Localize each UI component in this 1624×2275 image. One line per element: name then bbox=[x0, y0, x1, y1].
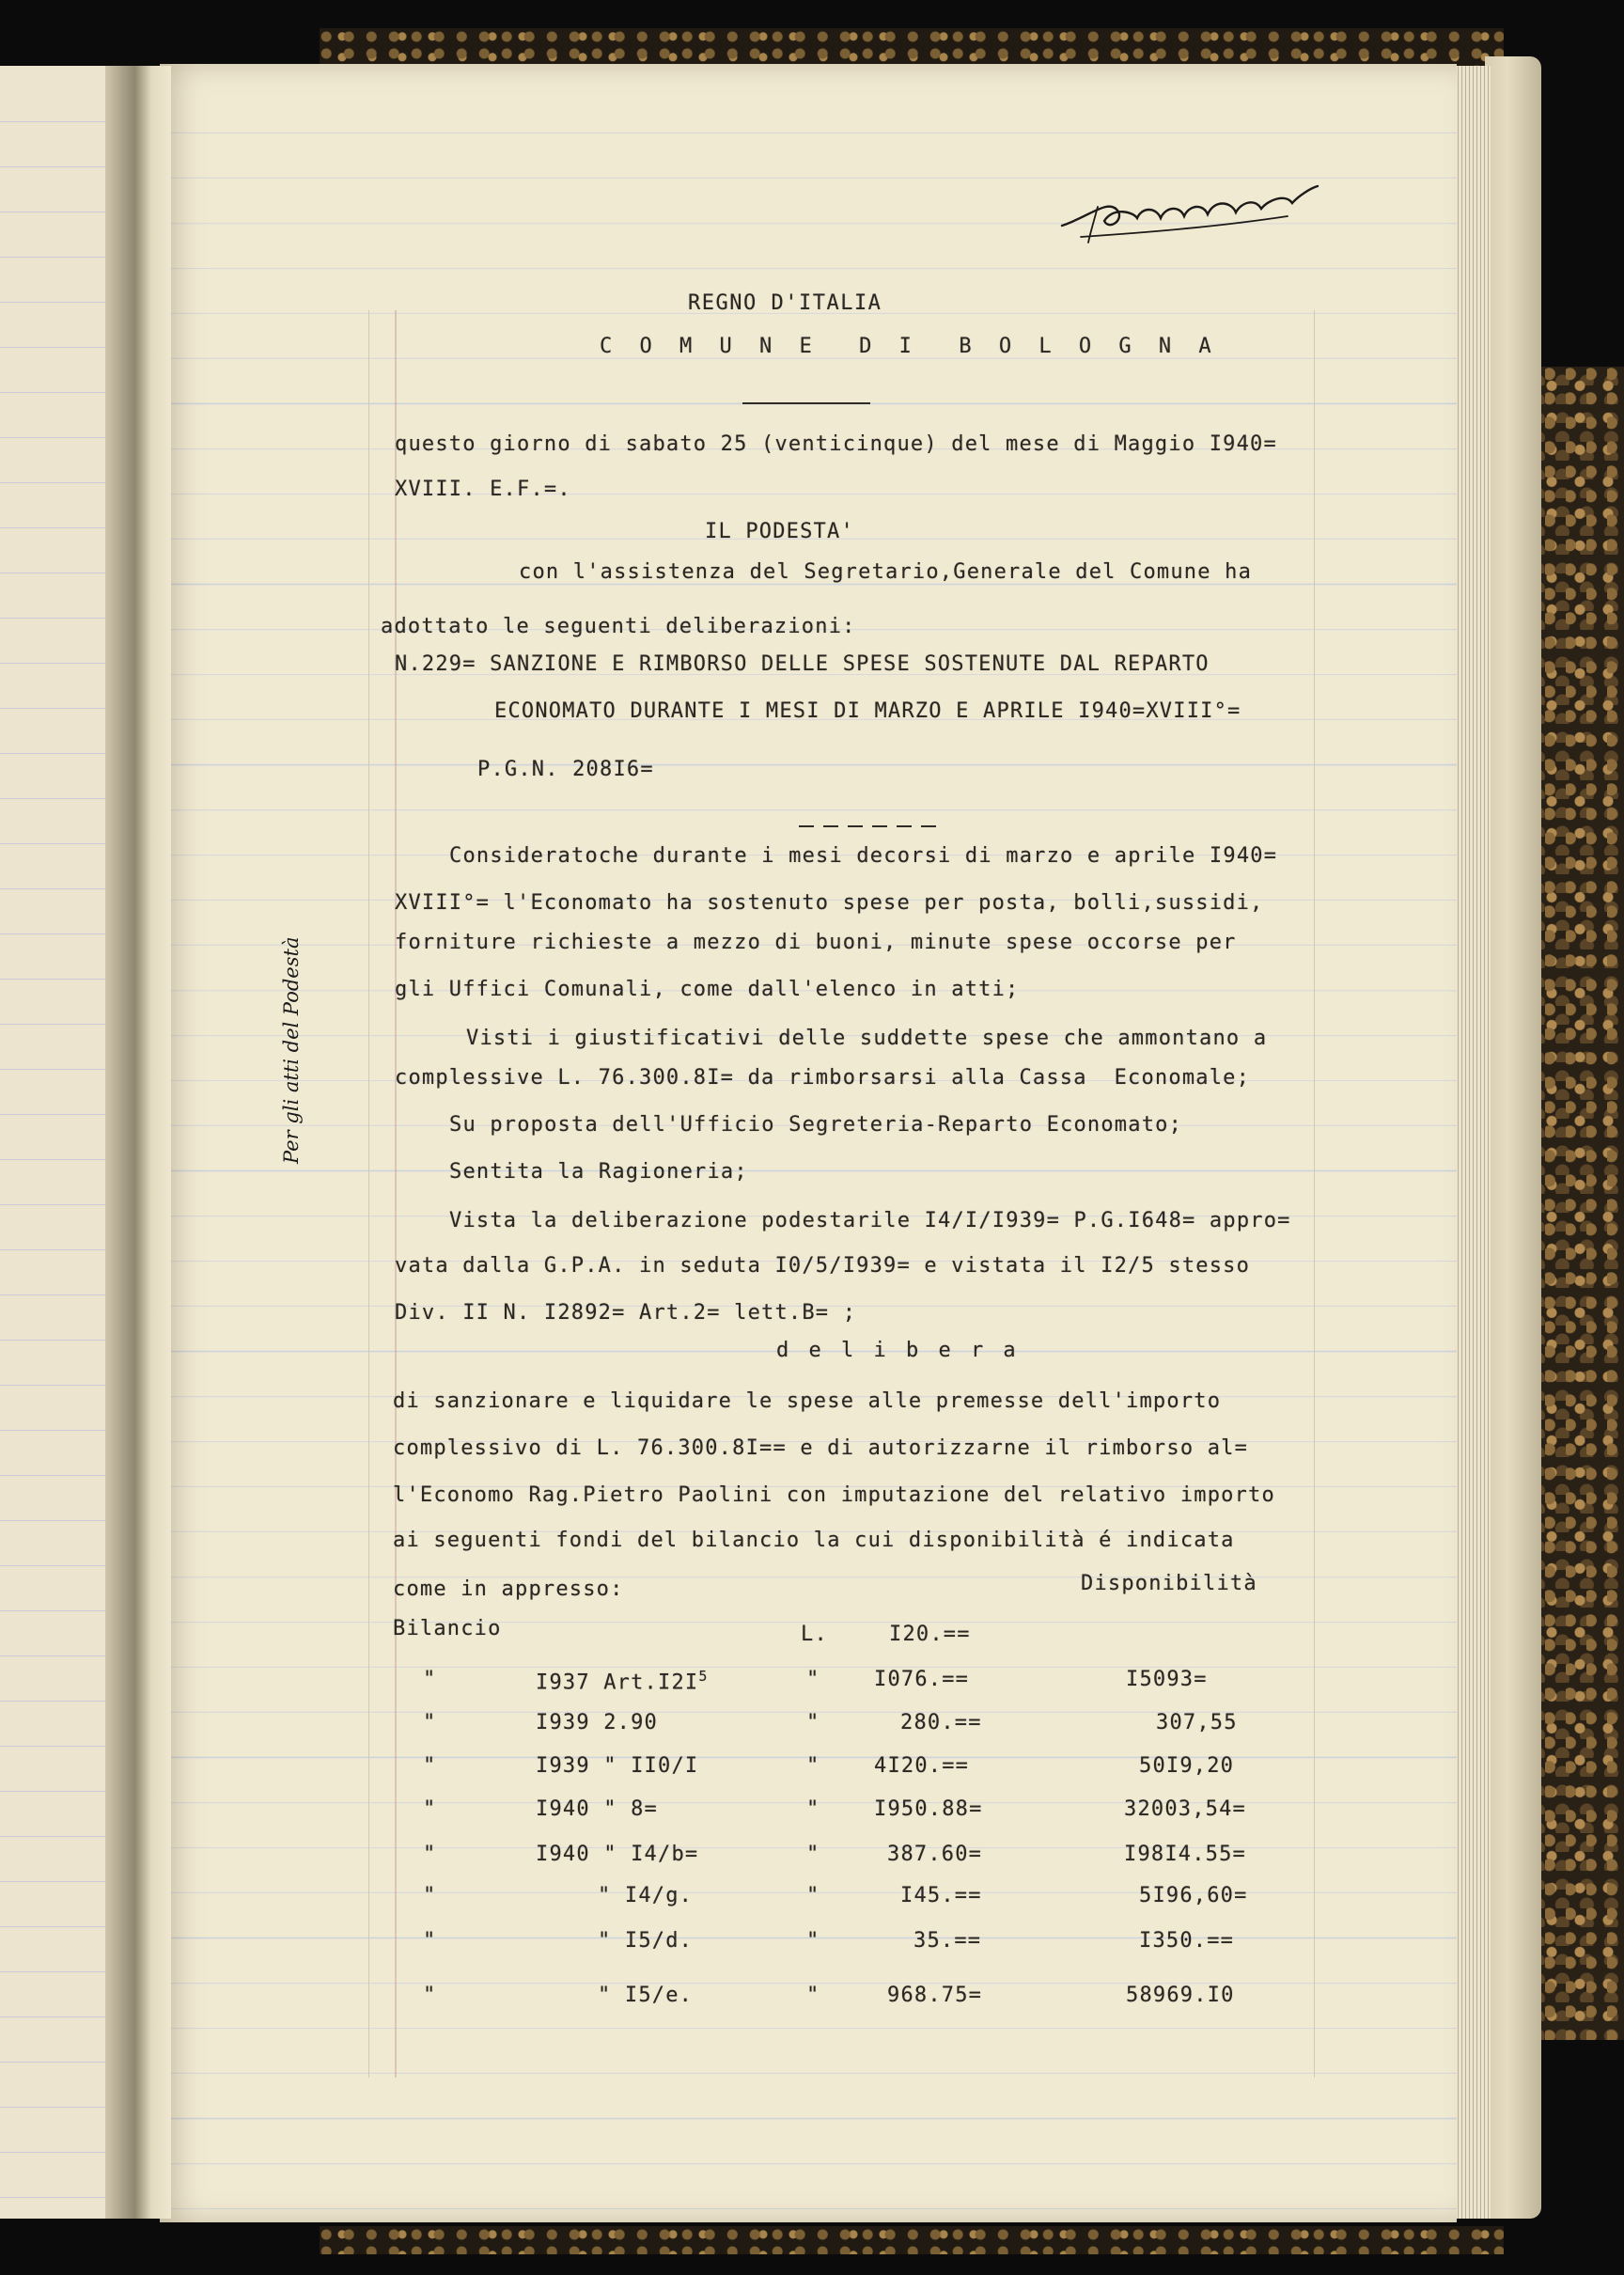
ditto-mark: " bbox=[806, 1843, 820, 1866]
ditto-mark: " bbox=[806, 1754, 820, 1778]
ditto-mark: " bbox=[423, 1711, 437, 1734]
fund-reference: " I5/e. bbox=[598, 1984, 694, 2007]
availability: 50I9,20 bbox=[1139, 1754, 1235, 1778]
fund-reference: I939 " II0/I bbox=[536, 1754, 699, 1778]
text-line: Su proposta dell'Ufficio Segreteria-Reparto Economato; bbox=[449, 1113, 1183, 1137]
fund-reference: I940 " I4/b= bbox=[536, 1843, 699, 1866]
protocol-number: P.G.N. 208I6= bbox=[477, 758, 654, 781]
podesta-heading: IL PODESTA' bbox=[705, 520, 854, 543]
amount: I45.== bbox=[900, 1884, 982, 1907]
ditto-mark: " bbox=[806, 1668, 820, 1691]
amount: I950.88= bbox=[874, 1797, 983, 1821]
side-label: Per gli atti del Podestà bbox=[280, 936, 303, 1164]
separator-dashes bbox=[799, 825, 940, 827]
text-line: Div. II N. I2892= Art.2= lett.B= ; bbox=[395, 1301, 857, 1325]
availability: I350.== bbox=[1139, 1929, 1235, 1953]
text-line: Sentita la Ragioneria; bbox=[449, 1160, 748, 1184]
fund-reference: " I5/d. bbox=[598, 1929, 694, 1953]
availability-header: Disponibilità bbox=[1081, 1572, 1257, 1595]
ditto-mark: " bbox=[806, 1797, 820, 1821]
text-line: con l'assistenza del Segretario,Generale del Comune ha bbox=[519, 560, 1253, 584]
fund-reference-sup: 5 bbox=[698, 1668, 709, 1685]
deliberation-title: N.229= SANZIONE E RIMBORSO DELLE SPESE SOSTENUTE DAL REPARTO bbox=[395, 652, 1210, 676]
availability: 32003,54= bbox=[1124, 1797, 1247, 1821]
availability: 5I96,60= bbox=[1139, 1884, 1248, 1907]
text-line: complessive L. 76.300.8I= da rimborsarsi alla Cassa Economale; bbox=[395, 1066, 1251, 1090]
binding-bottom-edge bbox=[320, 2226, 1504, 2254]
book-gutter bbox=[105, 66, 171, 2219]
text-line: adottato le seguenti deliberazioni: bbox=[381, 615, 856, 638]
text-line: di sanzionare e liquidare le spese alle premesse dell'importo bbox=[393, 1389, 1222, 1413]
fund-reference: I940 " 8= bbox=[536, 1797, 659, 1821]
amount: I076.== bbox=[874, 1668, 970, 1691]
binding-top-edge bbox=[320, 28, 1504, 66]
header-kingdom: REGNO D'ITALIA bbox=[688, 291, 882, 315]
ditto-mark: " bbox=[806, 1711, 820, 1734]
availability: I98I4.55= bbox=[1124, 1843, 1247, 1866]
amount: 4I20.== bbox=[874, 1754, 970, 1778]
ditto-mark: " bbox=[423, 1929, 437, 1953]
cover-edge bbox=[1485, 56, 1541, 2219]
fund-reference: " I4/g. bbox=[598, 1884, 694, 1907]
delibera-heading: d e l i b e r a bbox=[776, 1339, 1020, 1362]
ditto-mark: " bbox=[423, 1843, 437, 1866]
amount: 35.== bbox=[914, 1929, 982, 1953]
ditto-mark: " bbox=[806, 1884, 820, 1907]
first-amount: I20.== bbox=[889, 1623, 971, 1646]
text-line: ai seguenti fondi del bilancio la cui disponibilità é indicata bbox=[393, 1529, 1235, 1552]
inner-margin-rule bbox=[395, 310, 397, 2078]
right-margin-rule bbox=[1314, 310, 1315, 2078]
text-line: questo giorno di sabato 25 (venticinque) del mese di Maggio I940= bbox=[395, 432, 1277, 456]
availability: 58969.I0 bbox=[1126, 1984, 1235, 2007]
text-line: gli Uffici Comunali, come dall'elenco in atti; bbox=[395, 978, 1020, 1001]
ditto-mark: " bbox=[423, 1984, 437, 2007]
left-page bbox=[0, 66, 111, 2219]
text-line: Visti i giustificativi delle suddette spese che ammontano a bbox=[466, 1027, 1268, 1050]
text-line: XVIII°= l'Economato ha sostenuto spese per posta, bolli,sussidi, bbox=[395, 891, 1264, 915]
fund-reference-text: I937 Art.I2I bbox=[536, 1671, 699, 1695]
header-underline bbox=[742, 402, 870, 404]
text-line: l'Economo Rag.Pietro Paolini con imputazione del relativo importo bbox=[393, 1483, 1275, 1507]
amount: 387.60= bbox=[887, 1843, 983, 1866]
ditto-mark: " bbox=[423, 1884, 437, 1907]
text-line: vata dalla G.P.A. in seduta I0/5/I939= e vistata il I2/5 stesso bbox=[395, 1254, 1251, 1278]
fund-reference: I939 2.90 bbox=[536, 1711, 659, 1734]
ditto-mark: " bbox=[423, 1797, 437, 1821]
text-line: come in appresso: bbox=[393, 1577, 624, 1601]
text-line: Consideratoche durante i mesi decorsi di marzo e aprile I940= bbox=[449, 844, 1278, 868]
bilancio-label: Bilancio bbox=[393, 1617, 502, 1640]
signature-icon bbox=[1053, 179, 1325, 249]
amount: 968.75= bbox=[887, 1984, 983, 2007]
text-line: forniture richieste a mezzo di buoni, minute spese occorse per bbox=[395, 931, 1237, 954]
text-line: complessivo di L. 76.300.8I== e di autorizzarne il rimborso al= bbox=[393, 1436, 1249, 1460]
deliberation-title: ECONOMATO DURANTE I MESI DI MARZO E APRILE I940=XVIII°= bbox=[494, 699, 1241, 723]
ditto-mark: " bbox=[423, 1668, 437, 1691]
ditto-mark: " bbox=[806, 1929, 820, 1953]
ditto-mark: " bbox=[806, 1984, 820, 2007]
header-comune: C O M U N E D I B O L O G N A bbox=[600, 335, 1219, 358]
amount: 280.== bbox=[900, 1711, 982, 1734]
text-line: XVIII. E.F.=. bbox=[395, 478, 571, 501]
availability: I5093= bbox=[1126, 1668, 1208, 1691]
availability: 307,55 bbox=[1156, 1711, 1238, 1734]
text-line: Vista la deliberazione podestarile I4/I/I939= P.G.I648= appro= bbox=[449, 1209, 1291, 1232]
ditto-mark: " bbox=[423, 1754, 437, 1778]
left-margin-rule bbox=[368, 310, 369, 2078]
currency-label: L. bbox=[801, 1623, 828, 1646]
fund-reference bbox=[536, 1668, 709, 1694]
